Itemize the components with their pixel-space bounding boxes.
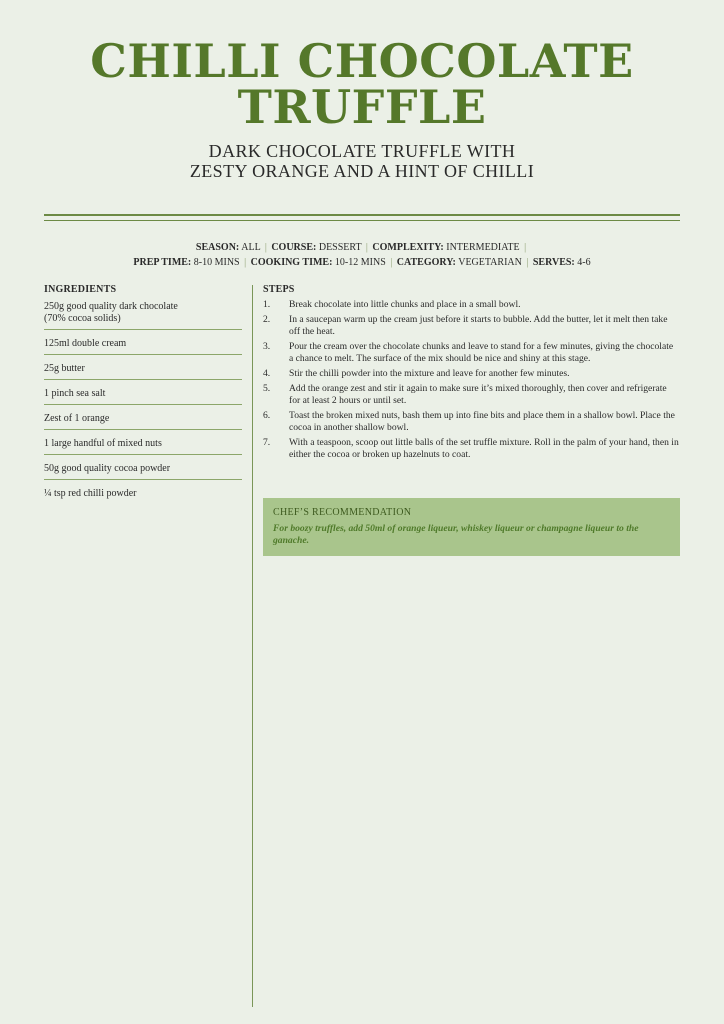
recipe-title-line2: TRUFFLE: [237, 80, 487, 134]
step-item: [263, 368, 679, 380]
season-value: ALL: [241, 242, 261, 253]
step-text: Add the orange zest and stir it again to make sure it’s mixed thoroughly, then cover and refrigerate for at least 2 hours or until set.: [289, 383, 667, 406]
season-label: SEASON:: [195, 242, 240, 253]
ingredient-item: Zest of 1 orange: [44, 411, 242, 430]
recipe-title: [0, 34, 724, 134]
ingredient-item: 125ml double cream: [44, 336, 242, 355]
cooking-time-label: COOKING TIME:: [250, 257, 333, 268]
meta-line1: [0, 240, 724, 255]
complexity-label: COMPLEXITY:: [372, 242, 444, 253]
recipe-title-line1: CHILLI CHOCOLATE: [90, 34, 634, 88]
step-number: 6.: [263, 410, 271, 421]
meta-separator: |: [244, 257, 247, 268]
recipe-subtitle: [0, 141, 724, 181]
course-value: DESSERT: [318, 242, 362, 253]
step-text: Break chocolate into little chunks and place in a small bowl.: [289, 299, 521, 310]
meta-line2: [0, 255, 724, 270]
step-text: In a saucepan warm up the cream just before it starts to bubble. Add the butter, let it melt then take off the heat.: [289, 314, 668, 337]
step-text: Toast the broken mixed nuts, bash them up into fine bits and place them in a shallow bowl. Place the cocoa in another shallow bowl.: [289, 410, 675, 433]
step-number: 1.: [263, 299, 271, 310]
ingredient-item: 50g good quality cocoa powder: [44, 461, 242, 480]
step-text: With a teaspoon, scoop out little balls of the set truffle mixture. Roll in the palm of your hand, then in either the cocoa or broken up hazelnuts to coat.: [289, 437, 679, 460]
step-item: [263, 383, 679, 407]
meta-separator: |: [524, 242, 527, 253]
step-text: Stir the chilli powder into the mixture and leave for another few minutes.: [289, 368, 570, 379]
step-text: Pour the cream over the chocolate chunks and leave to stand for a few minutes, giving the chocolate a chance to melt. The surface of the mix should be nice and shiny at this stage.: [289, 341, 674, 364]
step-item: [263, 437, 679, 461]
step-number: 4.: [263, 368, 271, 379]
steps-heading: STEPS: [263, 284, 295, 295]
step-item: [263, 314, 679, 338]
ingredients-section: [44, 284, 242, 510]
chef-recommendation-box: [263, 498, 680, 556]
serves-value: 4-6: [577, 257, 591, 268]
ingredient-item: ¼ tsp red chilli powder: [44, 488, 137, 499]
complexity-value: INTERMEDIATE: [446, 242, 520, 253]
category-value: VEGETARIAN: [458, 257, 522, 268]
serves-label: SERVES:: [532, 257, 575, 268]
meta-separator: |: [390, 257, 393, 268]
ingredient-item: 25g butter: [44, 361, 242, 380]
course-label: COURSE:: [271, 242, 317, 253]
header-divider-thin: [44, 220, 680, 221]
step-number: 2.: [263, 314, 271, 325]
step-item: [263, 410, 679, 434]
ingredient-item: 1 large handful of mixed nuts: [44, 436, 242, 455]
ingredient-text: 250g good quality dark chocolate: [44, 301, 178, 312]
recipe-subtitle-line1: DARK CHOCOLATE TRUFFLE WITH: [208, 141, 516, 161]
ingredient-text-line2: (70% cocoa solids): [44, 313, 121, 324]
chef-recommendation-heading: CHEF’S RECOMMENDATION: [273, 507, 412, 518]
chef-recommendation-text: For boozy truffles, add 50ml of orange liqueur, whiskey liqueur or champagne liqueur to the ganache.: [273, 523, 639, 546]
cooking-time-value: 10-12 MINS: [334, 257, 386, 268]
step-number: 3.: [263, 341, 271, 352]
prep-time-label: PREP TIME:: [133, 257, 192, 268]
meta-separator: |: [365, 242, 368, 253]
step-item: [263, 299, 679, 311]
ingredient-item: 1 pinch sea salt: [44, 386, 242, 405]
column-divider: [252, 285, 253, 1007]
recipe-subtitle-line2: ZESTY ORANGE AND A HINT OF CHILLI: [189, 161, 535, 181]
ingredient-item: [44, 299, 242, 330]
meta-separator: |: [526, 257, 529, 268]
prep-time-value: 8-10 MINS: [193, 257, 240, 268]
meta-separator: |: [264, 242, 267, 253]
ingredients-heading: INGREDIENTS: [44, 284, 117, 295]
step-number: 7.: [263, 437, 271, 448]
step-number: 5.: [263, 383, 271, 394]
category-label: CATEGORY:: [396, 257, 456, 268]
steps-section: [263, 284, 679, 464]
step-item: [263, 341, 679, 365]
recipe-meta: [0, 240, 724, 270]
header-divider: [44, 214, 680, 216]
